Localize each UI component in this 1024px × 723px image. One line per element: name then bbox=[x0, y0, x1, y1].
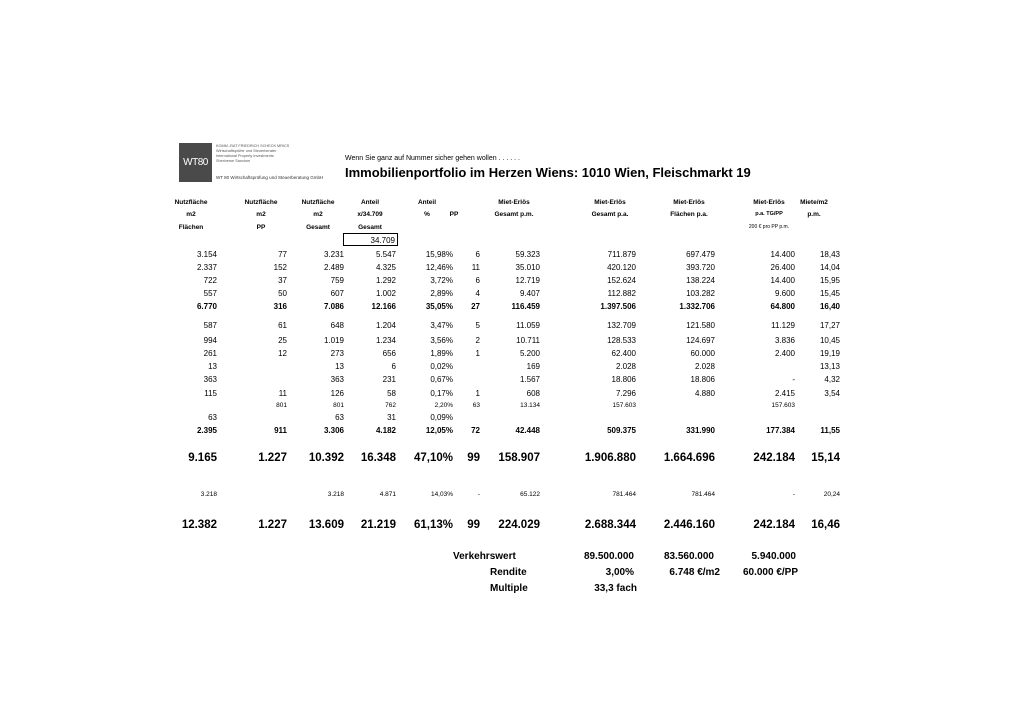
subtotal-cell: 12.166 bbox=[371, 302, 396, 311]
table-row-cell: 152 bbox=[273, 263, 287, 272]
table-row-cell: 157.603 bbox=[612, 402, 636, 409]
table-row-cell: 60.000 bbox=[690, 349, 715, 358]
verkehrswert-pp: 5.940.000 bbox=[751, 551, 796, 562]
table-row-cell: 2,20% bbox=[434, 402, 453, 409]
table-row-cell: 13 bbox=[335, 362, 344, 371]
column-header: Gesamt p.m. bbox=[494, 211, 534, 218]
table-row-cell: 12 bbox=[278, 349, 287, 358]
subtotal-cell: 116.459 bbox=[511, 302, 540, 311]
table-row-cell: 0,67% bbox=[430, 375, 453, 384]
table-row-cell: 18,43 bbox=[819, 250, 840, 259]
table-row-cell: 607 bbox=[330, 289, 344, 298]
column-header: m2 bbox=[256, 211, 266, 218]
column-header: PP bbox=[449, 211, 459, 218]
table-row-cell: 15,98% bbox=[425, 250, 453, 259]
grand-total-cell: 2.688.344 bbox=[584, 519, 636, 531]
table-row-cell: 18.806 bbox=[690, 375, 715, 384]
subtotal-cell: 11,55 bbox=[820, 426, 840, 435]
table-row-cell: 13,13 bbox=[819, 362, 840, 371]
table-row-cell: 273 bbox=[330, 349, 344, 358]
table-row-cell: 12,46% bbox=[425, 263, 453, 272]
grand-total-cell: 13.609 bbox=[308, 519, 344, 531]
table-row-cell: 3.218 bbox=[327, 491, 344, 498]
table-row-cell: 6 bbox=[475, 250, 480, 259]
table-row-cell: 11 bbox=[278, 389, 287, 398]
table-row-cell: 722 bbox=[203, 276, 217, 285]
total-cell: 10.392 bbox=[308, 452, 344, 464]
column-header: Flächen bbox=[178, 224, 204, 231]
table-row-cell: 14,04 bbox=[819, 263, 840, 272]
table-row-cell: 4.880 bbox=[694, 389, 715, 398]
table-row-cell: 63 bbox=[335, 413, 344, 422]
table-row-cell: 1.292 bbox=[375, 276, 396, 285]
table-row-cell: 363 bbox=[203, 375, 217, 384]
column-header: x/34.709 bbox=[357, 211, 383, 218]
column-header: Gesamt bbox=[306, 224, 330, 231]
logo-footer: WT 80 Wirtschaftsprüfung und Steuerberatung GmbH bbox=[216, 175, 324, 180]
total-cell: 16.348 bbox=[360, 452, 396, 464]
table-row-cell: 3.836 bbox=[774, 336, 795, 345]
table-row-cell: 132.709 bbox=[607, 321, 636, 330]
total-cell: 1.664.696 bbox=[663, 452, 715, 464]
table-row-cell: 393.720 bbox=[686, 263, 715, 272]
table-row-cell: - bbox=[477, 491, 480, 498]
table-row-cell: 63 bbox=[208, 413, 217, 422]
table-row-cell: 0,09% bbox=[430, 413, 453, 422]
table-row-cell: 759 bbox=[330, 276, 344, 285]
table-row-cell: 2.028 bbox=[615, 362, 636, 371]
table-row-cell: 10.711 bbox=[516, 336, 540, 345]
total-cell: 158.907 bbox=[498, 452, 540, 464]
table-row-cell: 169 bbox=[526, 362, 540, 371]
table-row-cell: 157.603 bbox=[771, 402, 795, 409]
table-row-cell: 1.019 bbox=[323, 336, 344, 345]
table-row-cell: 1.234 bbox=[375, 336, 396, 345]
subtotal-cell: 72 bbox=[471, 426, 480, 435]
table-row-cell: 557 bbox=[203, 289, 217, 298]
total-cell: 47,10% bbox=[413, 452, 453, 464]
table-row-cell: 2.489 bbox=[323, 263, 344, 272]
company-logo bbox=[179, 143, 212, 182]
grand-total-cell: 61,13% bbox=[413, 519, 453, 531]
table-row-cell: 121.580 bbox=[686, 321, 715, 330]
table-row-cell: 3,54 bbox=[824, 389, 840, 398]
verkehrswert-label: Verkehrswert bbox=[453, 551, 516, 562]
table-row-cell: 363 bbox=[330, 375, 344, 384]
table-row-cell: 231 bbox=[382, 375, 396, 384]
table-row-cell: 1.567 bbox=[519, 375, 540, 384]
table-row-cell: 17,27 bbox=[819, 321, 840, 330]
table-row-cell: 608 bbox=[526, 389, 540, 398]
table-row-cell: 15,45 bbox=[819, 289, 840, 298]
table-row-cell: 781.464 bbox=[691, 491, 715, 498]
total-cell: 15,14 bbox=[811, 452, 840, 464]
table-row-cell: 61 bbox=[278, 321, 287, 330]
table-row-cell: 3.218 bbox=[200, 491, 217, 498]
column-header: Nutzfläche bbox=[301, 199, 335, 206]
subtotal-cell: 1.332.706 bbox=[679, 302, 715, 311]
table-row-cell: 18.806 bbox=[611, 375, 636, 384]
grand-total-cell: 16,46 bbox=[811, 519, 840, 531]
subtotal-cell: 911 bbox=[274, 426, 287, 435]
total-cell: 9.165 bbox=[188, 452, 217, 464]
table-row-cell: 3.154 bbox=[196, 250, 217, 259]
table-row-cell: 12.719 bbox=[515, 276, 540, 285]
subtotal-cell: 64.800 bbox=[770, 302, 795, 311]
subtotal-cell: 6.770 bbox=[196, 302, 217, 311]
table-row-cell: 77 bbox=[278, 250, 287, 259]
table-row-cell: 1,89% bbox=[430, 349, 453, 358]
table-row-cell: 1 bbox=[475, 389, 480, 398]
table-row-cell: 1 bbox=[475, 349, 480, 358]
table-row-cell: 138.224 bbox=[686, 276, 715, 285]
column-header: Gesamt bbox=[358, 224, 382, 231]
column-header: p.m. bbox=[807, 211, 821, 218]
grand-total-cell: 99 bbox=[467, 519, 480, 531]
subtotal-cell: 177.384 bbox=[766, 426, 795, 435]
total-cell: 1.227 bbox=[258, 452, 287, 464]
table-row-cell: 4.325 bbox=[375, 263, 396, 272]
total-cell: 242.184 bbox=[753, 452, 795, 464]
column-header: m2 bbox=[186, 211, 196, 218]
rendite-label: Rendite bbox=[490, 567, 527, 578]
subtotal-cell: 2.395 bbox=[196, 426, 217, 435]
table-row-cell: 15,95 bbox=[819, 276, 840, 285]
table-row-cell: 261 bbox=[203, 349, 217, 358]
table-row-cell: 13 bbox=[208, 362, 217, 371]
column-header: Anteil bbox=[417, 199, 437, 206]
subtotal-cell: 27 bbox=[471, 302, 480, 311]
column-header: Miet-Erlös bbox=[498, 199, 530, 206]
table-row-cell: 62.400 bbox=[611, 349, 636, 358]
table-row-cell: 63 bbox=[472, 402, 480, 409]
verkehrswert-flaechen: 83.560.000 bbox=[663, 551, 714, 562]
rendite-gesamt: 3,00% bbox=[605, 567, 634, 578]
column-header: p.a. TG/PP bbox=[755, 211, 783, 217]
table-row-cell: 9.407 bbox=[519, 289, 540, 298]
table-row-cell: 128.533 bbox=[607, 336, 636, 345]
table-row-cell: 103.282 bbox=[686, 289, 715, 298]
grand-total-cell: 12.382 bbox=[181, 519, 217, 531]
table-row-cell: 1.204 bbox=[375, 321, 396, 330]
logo-text: WT80 bbox=[183, 157, 208, 168]
table-row-cell: 3,47% bbox=[430, 321, 453, 330]
grand-total-cell: 242.184 bbox=[753, 519, 795, 531]
table-row-cell: 14.400 bbox=[770, 250, 795, 259]
subtotal-cell: 509.375 bbox=[607, 426, 636, 435]
table-row-cell: 2.400 bbox=[774, 349, 795, 358]
table-row-cell: 115 bbox=[204, 389, 217, 398]
column-header: Nutzfläche bbox=[174, 199, 208, 206]
grand-total-cell: 21.219 bbox=[360, 519, 396, 531]
table-row-cell: 13.134 bbox=[520, 402, 540, 409]
subtotal-cell: 3.306 bbox=[323, 426, 344, 435]
grand-total-cell: 2.446.160 bbox=[663, 519, 715, 531]
column-header: Miete/m2 bbox=[800, 199, 828, 206]
table-row-cell: 7.296 bbox=[615, 389, 636, 398]
motto-text: Wenn Sie ganz auf Nummer sicher gehen wollen . . . . . . bbox=[345, 155, 520, 162]
table-row-cell: 648 bbox=[330, 321, 344, 330]
table-row-cell: 3,56% bbox=[430, 336, 453, 345]
logo-subtitle bbox=[216, 144, 289, 164]
table-row-cell: 9.600 bbox=[774, 289, 795, 298]
table-row-cell: 124.697 bbox=[686, 336, 715, 345]
table-row-cell: 10,45 bbox=[819, 336, 840, 345]
logo-line: International Property Investments bbox=[216, 154, 274, 158]
table-row-cell: 3.231 bbox=[323, 250, 344, 259]
rendite-pp: 60.000 €/PP bbox=[742, 567, 798, 578]
logo-line: KOMM.-RAT FRIEDRICH SCHECK MRICS bbox=[216, 144, 290, 148]
logo-line: Sheriverse Sanctum bbox=[216, 159, 251, 163]
subtotal-cell: 316 bbox=[273, 302, 287, 311]
table-row-cell: 14,03% bbox=[430, 491, 453, 498]
table-row-cell: 31 bbox=[387, 413, 396, 422]
table-row-cell: 65.122 bbox=[520, 491, 540, 498]
table-row-cell: 11.059 bbox=[516, 321, 540, 330]
column-header: Miet-Erlös bbox=[673, 199, 705, 206]
total-anteil-value: 34.709 bbox=[370, 236, 395, 245]
table-row-cell: 697.479 bbox=[686, 250, 715, 259]
table-row-cell: 762 bbox=[385, 402, 396, 409]
table-row-cell: 25 bbox=[278, 336, 287, 345]
subtotal-cell: 331.990 bbox=[686, 426, 715, 435]
table-row-cell: 4.871 bbox=[379, 491, 396, 498]
table-row-cell: - bbox=[792, 375, 795, 384]
table-row-cell: 50 bbox=[278, 289, 287, 298]
subtotal-cell: 4.182 bbox=[375, 426, 396, 435]
column-header: Gesamt p.a. bbox=[591, 211, 629, 218]
table-row-cell: 5.200 bbox=[519, 349, 540, 358]
column-header: Nutzfläche bbox=[244, 199, 278, 206]
table-row-cell: 5 bbox=[475, 321, 480, 330]
column-header: Miet-Erlös bbox=[753, 199, 785, 206]
multiple-value: 33,3 fach bbox=[594, 583, 637, 594]
table-row-cell: 58 bbox=[387, 389, 396, 398]
column-header: Miet-Erlös bbox=[594, 199, 626, 206]
verkehrswert-gesamt: 89.500.000 bbox=[583, 551, 634, 562]
table-row-cell: 781.464 bbox=[612, 491, 636, 498]
table-row-cell: 420.120 bbox=[607, 263, 636, 272]
table-row-cell: 711.879 bbox=[607, 250, 636, 259]
page-title: Immobilienportfolio im Herzen Wiens: 1010 Wien, Fleischmarkt 19 bbox=[345, 165, 751, 180]
table-row-cell: 112.882 bbox=[607, 289, 636, 298]
column-header: Flächen p.a. bbox=[670, 211, 708, 218]
column-header: 200 € pro PP p.m. bbox=[748, 224, 790, 230]
table-row-cell: 2.415 bbox=[774, 389, 795, 398]
subtotal-cell: 12,05% bbox=[425, 426, 453, 435]
table-row-cell: 11.129 bbox=[771, 321, 795, 330]
table-row-cell: 1.002 bbox=[375, 289, 396, 298]
column-header: % bbox=[424, 211, 430, 218]
subtotal-cell: 16,40 bbox=[819, 302, 840, 311]
table-row-cell: - bbox=[792, 491, 795, 498]
rendite-flaechen: 6.748 €/m2 bbox=[669, 567, 720, 578]
table-row-cell: 656 bbox=[382, 349, 396, 358]
table-row-cell: 6 bbox=[391, 362, 396, 371]
table-row-cell: 2.337 bbox=[196, 263, 217, 272]
column-header: PP bbox=[256, 224, 266, 231]
table-row-cell: 0,02% bbox=[430, 362, 453, 371]
table-row-cell: 26.400 bbox=[770, 263, 795, 272]
table-row-cell: 0,17% bbox=[430, 389, 453, 398]
table-row-cell: 11 bbox=[471, 263, 480, 272]
table-row-cell: 4 bbox=[475, 289, 480, 298]
grand-total-cell: 1.227 bbox=[258, 519, 287, 531]
table-row-cell: 37 bbox=[278, 276, 287, 285]
table-row-cell: 19,19 bbox=[819, 349, 840, 358]
table-row-cell: 6 bbox=[475, 276, 480, 285]
table-row-cell: 801 bbox=[333, 402, 344, 409]
table-row-cell: 59.323 bbox=[515, 250, 540, 259]
logo-line: Wirtschaftsprüfer und Steuerberater bbox=[216, 149, 277, 153]
table-row-cell: 801 bbox=[276, 402, 287, 409]
table-row-cell: 35.010 bbox=[515, 263, 540, 272]
table-row-cell: 14.400 bbox=[770, 276, 795, 285]
subtotal-cell: 42.448 bbox=[515, 426, 540, 435]
table-row-cell: 994 bbox=[203, 336, 217, 345]
table-row-cell: 152.624 bbox=[607, 276, 636, 285]
table-row-cell: 4,32 bbox=[824, 375, 840, 384]
subtotal-cell: 7.086 bbox=[323, 302, 344, 311]
total-cell: 99 bbox=[467, 452, 480, 464]
column-header: Anteil bbox=[360, 199, 380, 206]
table-row-cell: 2 bbox=[475, 336, 480, 345]
subtotal-cell: 35,05% bbox=[425, 302, 453, 311]
multiple-label: Multiple bbox=[490, 583, 528, 594]
table-row-cell: 587 bbox=[203, 321, 217, 330]
table-row-cell: 5.547 bbox=[375, 250, 396, 259]
table-row-cell: 20,24 bbox=[823, 491, 840, 498]
table-row-cell: 3,72% bbox=[430, 276, 453, 285]
table-row-cell: 2.028 bbox=[694, 362, 715, 371]
total-cell: 1.906.880 bbox=[584, 452, 636, 464]
subtotal-cell: 1.397.506 bbox=[600, 302, 636, 311]
column-header: m2 bbox=[313, 211, 323, 218]
table-row-cell: 126 bbox=[330, 389, 344, 398]
grand-total-cell: 224.029 bbox=[498, 519, 540, 531]
table-row-cell: 2,89% bbox=[430, 289, 453, 298]
